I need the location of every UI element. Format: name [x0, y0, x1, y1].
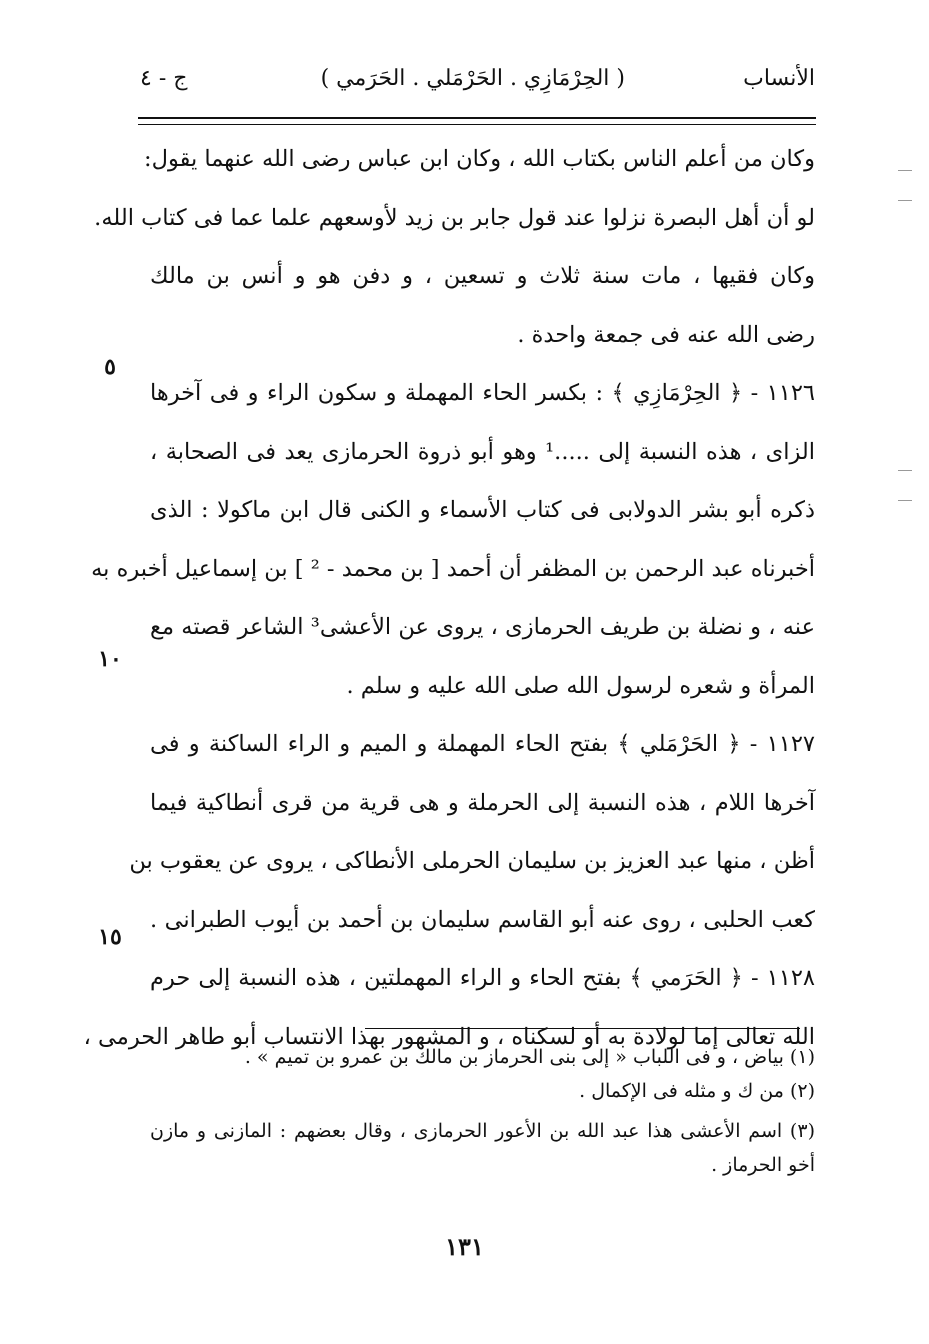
margin-tick: [898, 200, 912, 201]
page-number: ١٣١: [445, 1232, 484, 1261]
margin-tick: [898, 470, 912, 471]
footnote-2: (٢) من ك و مثله فى الإكمال .: [579, 1080, 815, 1102]
header-volume: ج - ٤: [140, 66, 188, 91]
line-number-5: ٥: [104, 354, 116, 380]
text-line: وكان من أعلم الناس بكتاب الله ، وكان ابن عباس رضى الله عنهما يقول:: [144, 146, 815, 172]
text-line: رضى الله عنه فى جمعة واحدة .: [517, 321, 815, 348]
line-number-15: ١٥: [98, 924, 122, 950]
header-entries-title: ( الحِرْمَازِي . الحَرْمَلي . الحَرَمي ): [320, 66, 625, 91]
text-line: أظن ، منها عبد العزيز بن سليمان الحرملى الأنطاكى ، يروى عن يعقوب بن: [129, 848, 815, 874]
text-line: لو أن أهل البصرة نزلوا عند قول جابر بن زيد لأوسعهم علما عما فى كتاب الله.: [94, 204, 815, 231]
entry-1127-heading-line: ١١٢٧ - ﴿ الحَرْمَلي ﴾ بفتح الحاء المهملة و الميم و الراء الساكنة و فى: [150, 731, 815, 757]
text-line: المرأة و شعره لرسول الله صلى الله عليه و سلم .: [346, 672, 815, 699]
running-header: [140, 58, 815, 108]
text-line: عنه ، و نضلة بن طريف الحرمازى ، يروى عن الأعشى³ الشاعر قصته مع: [150, 614, 815, 640]
text-line: آخرها اللام ، هذه النسبة إلى الحرملة و هى قرية من قرى أنطاكية فيما: [150, 789, 815, 816]
text-line: الزاى ، هذه النسبة إلى .....¹ وهو أبو ذروة الحرمازى يعد فى الصحابة ،: [150, 438, 816, 465]
margin-tick: [898, 170, 912, 171]
entry-1126-heading-line: ١١٢٦ - ﴿ الحِرْمَازِي ﴾ : بكسر الحاء المهملة و سكون الراء و فى آخرها: [150, 380, 815, 406]
footnote-3-continued: أخو الحرماز .: [711, 1154, 815, 1176]
footnote-separator: [365, 1028, 800, 1029]
text-line: ذكره أبو بشر الدولابى فى كتاب الأسماء و الكنى قال ابن ماكولا : الذى: [150, 497, 816, 523]
text-line: وكان فقيها ، مات سنة ثلاث و تسعين ، و دفن هو و أنس بن مالك: [150, 263, 815, 289]
header-rule-thick: [138, 117, 816, 119]
footnote-1: (١) بياض ، و فى اللباب « إلى بنى الحرماز بن مالك بن عمرو بن تميم » .: [244, 1046, 815, 1068]
text-line: الله تعالى إما لولادة به أو لسكناه ، و المشهور بهذا الانتساب أبو طاهر الحرمى ،: [83, 1023, 815, 1050]
footnote-3: (٣) اسم الأعشى هذا عبد الله بن الأعور الحرمازى ، وقال بعضهم : المازنى و مازن: [150, 1120, 815, 1142]
header-book-title: الأنساب: [743, 66, 815, 91]
header-rule-thin: [138, 124, 816, 125]
text-line: أخبرناه عبد الرحمن بن المظفر أن أحمد [ بن محمد - ² ] بن إسماعيل أخبره به: [91, 555, 815, 582]
entry-1128-heading-line: ١١٢٨ - ﴿ الحَرَمي ﴾ بفتح الحاء و الراء المهملتين ، هذه النسبة إلى حرم: [150, 965, 815, 991]
line-number-10: ١٠: [98, 646, 122, 672]
text-line: كعب الحلبى ، روى عنه أبو القاسم سليمان بن أحمد بن أيوب الطبرانى .: [150, 906, 815, 933]
margin-tick: [898, 500, 912, 501]
footnotes: [150, 1040, 815, 1182]
